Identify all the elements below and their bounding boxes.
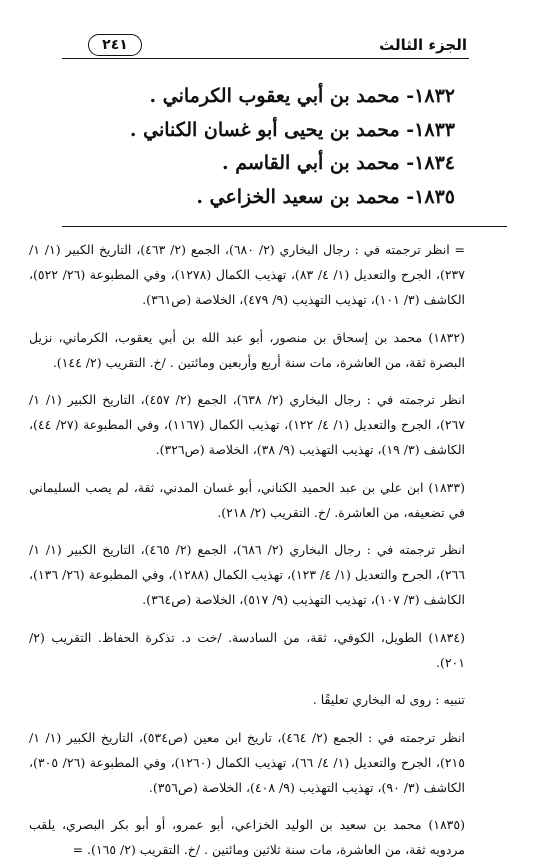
footnote-1834: (١٨٣٤) الطويل، الكوفي، ثقة، من السادسة. /خت د. تذكرة الحفاظ. التقريب (٢/ ٢٠١).	[29, 629, 465, 670]
entry-1834: ١٨٣٤- محمد بن أبي القاسم .	[222, 152, 455, 174]
footnote-1832-sources: انظر ترجمته في : رجال البخاري (٢/ ٦٣٨)، الجمع (٢/ ٤٥٧)، التاريخ الكبير (١/ ١/ ٢٦٧)، الجرح والتعديل (١/ ٤/ ١٢٢)، تهذيب الكمال (١١٦٧)، وفي المطبوعة (٢٧/ ٤٤)، الكاشف (٣/ ١٩)، تهذيب التهذيب (٩/ ٣٨)، الخلاصة (ص٣٢٦).	[29, 392, 466, 457]
part-title: الجزء الثالث	[379, 36, 467, 54]
page-number: ٢٤١	[88, 34, 142, 56]
footnote-continuation: = انظر ترجمته في : رجال البخاري (٢/ ٦٨٠)، الجمع (٢/ ٤٦٣)، التاريخ الكبير (١/ ١/ ٢٣٧)، الجرح والتعديل (١/ ٤/ ٨٣)، تهذيب الكمال (١٢٧٨)، وفي المطبوعة (٢٦/ ٥٢٢)، الكاشف (٣/ ١٠١)، تهذيب التهذيب (٩/ ٤٧٩)، الخلاصة (ص٣٦١).	[29, 242, 466, 307]
footnote-1835: (١٨٣٥) محمد بن سعيد بن الوليد الخزاعي، أبو عمرو، أو أبو بكر البصري، يلقب مردويه ثقة، من العاشرة، مات سنة ثلاثين ومائتين . /خ. التقريب (٢/ ١٦٥). =	[29, 817, 465, 857]
footnotes	[29, 237, 465, 866]
footnote-1833: (١٨٣٣) ابن علي بن عبد الحميد الكناني، أبو غسان المدني، ثقة، لم يصب السليماني في تضعيفه، من العاشرة. /خ. التقريب (٢/ ٢١٨).	[29, 479, 465, 520]
footnote-1833-sources: انظر ترجمته في : رجال البخاري (٢/ ٦٨٦)، الجمع (٢/ ٤٦٥)، التاريخ الكبير (١/ ١/ ٢٦٦)، الجرح والتعديل (١/ ٤/ ١٢٣)، تهذيب الكمال (١٢٨٨)، وفي المطبوعة (٢٦/ ١٣٦)، الكاشف (٣/ ١٠٧)، تهذيب التهذيب (٩/ ٥١٧)، الخلاصة (ص٣٦٤).	[29, 542, 466, 607]
entry-1832: ١٨٣٢- محمد بن أبي يعقوب الكرماني .	[149, 85, 455, 107]
footnote-1834-notice: تنبيه : روى له البخاري تعليقًا .	[312, 692, 465, 707]
page-header	[62, 36, 469, 59]
entry-1833: ١٨٣٣- محمد بن يحيى أبو غسان الكناني .	[129, 118, 455, 141]
entry-1835: ١٨٣٥- محمد بن سعيد الخزاعي .	[196, 185, 455, 208]
footnote-1834-sources: انظر ترجمته في : الجمع (٢/ ٤٦٤)، تاريخ ابن معين (ص٥٣٤)، التاريخ الكبير (١/ ١/ ٢١٥)، الجرح والتعديل (١/ ٤/ ٦٦)، تهذيب الكمال (١٢٦٠)، وفي المطبوعة (٢٦/ ٣٠٥)، الكاشف (٣/ ٩٠)، تهذيب التهذيب (٩/ ٤٠٨)، الخلاصة (ص٣٥٦).	[29, 729, 466, 795]
footnote-1832: (١٨٣٢) محمد بن إسحاق بن منصور، أبو عبد الله بن أبي يعقوب، الكرماني، نزيل البصرة ثقة، من العاشرة، مات سنة أربع وأربعين ومائتين . /خ. التقريب (٢/ ١٤٤).	[29, 329, 465, 370]
footnote-separator	[62, 226, 507, 227]
entries-list	[75, 80, 455, 214]
